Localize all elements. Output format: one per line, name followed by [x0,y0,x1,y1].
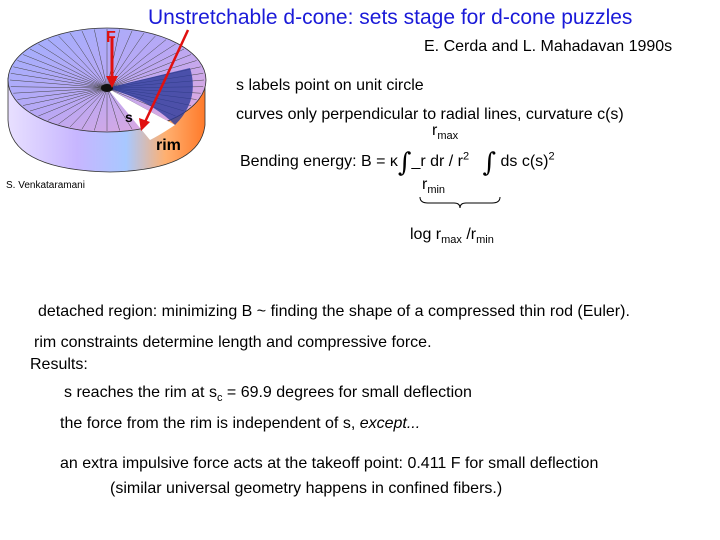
upper-limit: $r_{max}$ [432,122,459,143]
log-ratio: $\log r_{max}$ $/r_{min}$ [410,226,494,247]
authors: E. Cerda and L. Mahadavan 1990s [424,38,673,55]
s-labels-line: s labels point on unit circle [236,77,424,94]
curves-line: curves only perpendicular to radial lines, curvature c(s) [236,106,624,123]
slide-title: Unstretchable d-cone: sets stage for d-cone puzzles [148,6,633,29]
underbrace [418,195,502,209]
bending-energy-equation: Bending energy: B = κ∫_r dr / $r^2$ ∫ ds $c(s)^2$ [240,148,555,178]
force-label: F [106,29,116,46]
detached-region-text: detached region: minimizing B ~ finding the shape of a compressed thin rod (Euler). [38,303,630,320]
s-label: s [125,109,133,125]
result-force-independence: the force from the rim is independent of s, except... [60,415,421,432]
result-confined-fibers: (similar universal geometry happens in confined fibers.) [110,480,503,497]
rim-constraints-text: rim constraints determine length and compressive force. [34,334,432,351]
image-credit: S. Venkataramani [6,180,85,191]
lower-limit: $r_{min}$ [422,176,446,197]
results-heading: Results: [30,356,88,373]
rim-label: rim [156,137,181,154]
result-impulsive-force: an extra impulsive force acts at the takeoff point: 0.411 F for small deflection [60,455,599,472]
result-rim-angle: s reaches the rim at $s_c = 69.9$ degrees for small deflection [64,384,472,405]
